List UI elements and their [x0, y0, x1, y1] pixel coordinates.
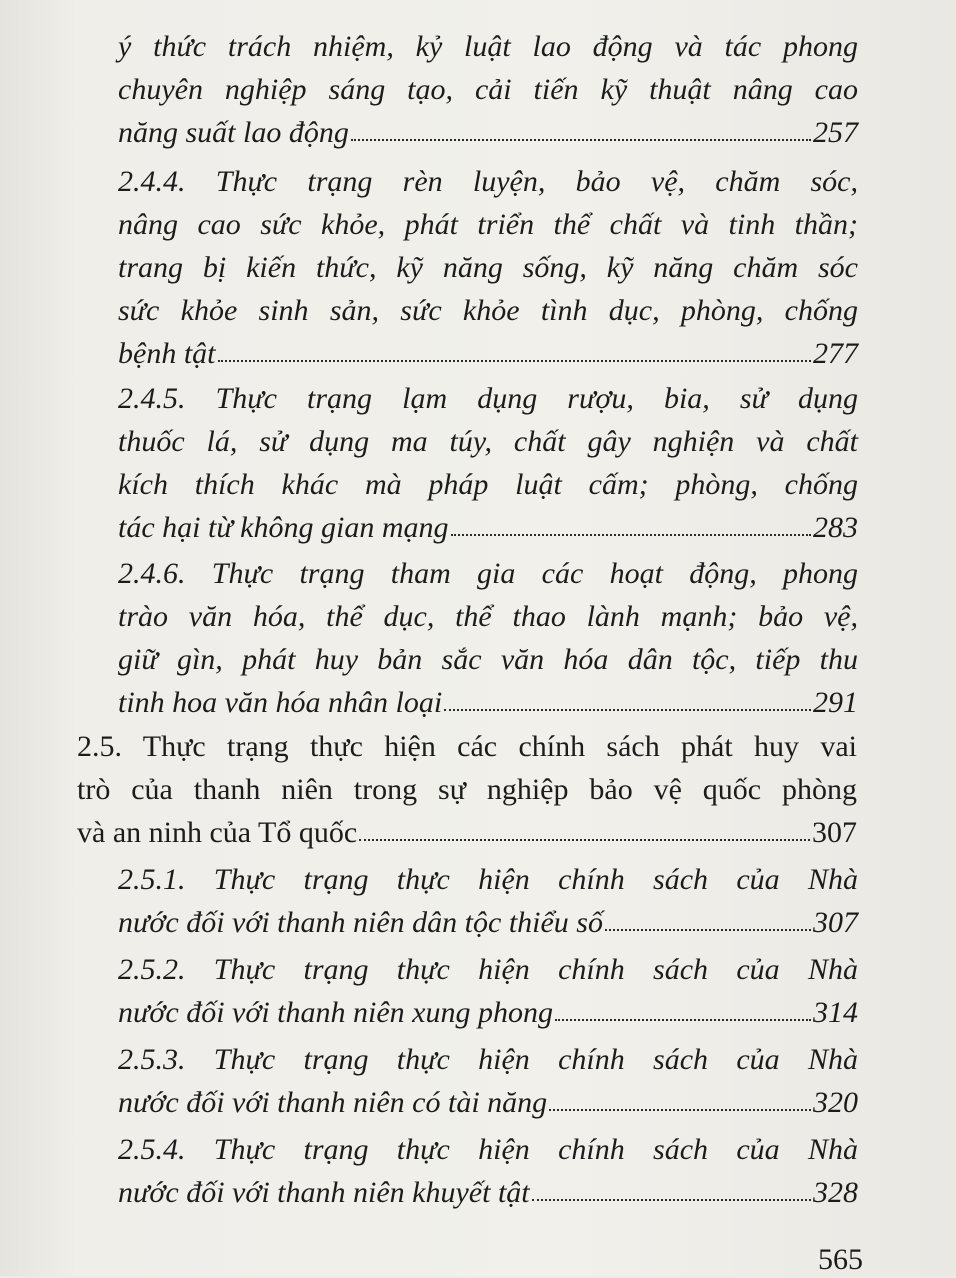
toc-last-line — [118, 506, 858, 549]
toc-entry-work-ethic — [118, 25, 858, 154]
toc-last-line — [118, 332, 858, 375]
toc-last-line — [118, 681, 858, 724]
toc-line: 2.5.1. Thực trạng thực hiện chính sách của Nhà — [118, 863, 858, 896]
toc-entry-2-4-6 — [118, 552, 858, 724]
toc-entry-2-5 — [77, 725, 857, 854]
toc-line: 2.4.5. Thực trạng lạm dụng rượu, bia, sử dụng — [118, 382, 858, 415]
toc-line: giữ gìn, phát huy bản sắc văn hóa dân tộc, tiếp thu — [118, 643, 858, 676]
toc-line: tác hại từ không gian mạng — [118, 511, 449, 544]
toc-last-line — [118, 1171, 858, 1214]
toc-line: chuyên nghiệp sáng tạo, cải tiến kỹ thuật nâng cao — [118, 73, 858, 106]
toc-page-number: 291 — [813, 686, 858, 719]
toc-line: trào văn hóa, thể dục, thể thao lành mạnh; bảo vệ, — [118, 600, 858, 633]
toc-entry-2-5-4 — [118, 1128, 858, 1214]
toc-page-number: 277 — [813, 337, 858, 370]
toc-line: 2.5.4. Thực trạng thực hiện chính sách của Nhà — [118, 1133, 858, 1166]
dot-leader — [605, 901, 811, 931]
toc-line: 2.4.4. Thực trạng rèn luyện, bảo vệ, chăm sóc, — [118, 165, 858, 198]
toc-line: ý thức trách nhiệm, kỷ luật lao động và tác phong — [118, 30, 858, 63]
toc-line: trang bị kiến thức, kỹ năng sống, kỹ năng chăm sóc — [118, 251, 858, 284]
toc-line: nước đối với thanh niên có tài năng — [118, 1086, 548, 1119]
dot-leader — [351, 111, 811, 141]
toc-page-number: 257 — [813, 116, 858, 149]
toc-line: 2.5. Thực trạng thực hiện các chính sách phát huy vai — [77, 730, 857, 763]
toc-line: 2.5.3. Thực trạng thực hiện chính sách của Nhà — [118, 1043, 858, 1076]
toc-page-number: 328 — [813, 1176, 858, 1209]
dot-leader — [555, 991, 811, 1021]
toc-line: thuốc lá, sử dụng ma túy, chất gây nghiện và chất — [118, 425, 858, 458]
toc-entry-2-4-5 — [118, 377, 858, 549]
toc-entry-2-4-4 — [118, 160, 858, 375]
toc-line: và an ninh của Tổ quốc — [77, 816, 358, 849]
toc-page-number: 307 — [812, 816, 857, 849]
dot-leader — [444, 681, 811, 711]
toc-line: bệnh tật — [118, 337, 216, 370]
toc-page-number: 307 — [813, 906, 858, 939]
toc-last-line — [118, 991, 858, 1034]
toc-entry-2-5-2 — [118, 948, 858, 1034]
toc-page-number: 314 — [813, 996, 858, 1029]
toc-page-number: 320 — [813, 1086, 858, 1119]
toc-line: tinh hoa văn hóa nhân loại — [118, 686, 443, 719]
toc-last-line — [118, 901, 858, 944]
dot-leader — [451, 506, 812, 536]
toc-line: nước đối với thanh niên dân tộc thiểu số — [118, 906, 603, 939]
toc-line: nước đối với thanh niên xung phong — [118, 996, 553, 1029]
toc-line: 2.4.6. Thực trạng tham gia các hoạt động, phong — [118, 557, 858, 590]
toc-last-line — [118, 111, 858, 154]
toc-last-line — [118, 1081, 858, 1124]
dot-leader — [359, 811, 810, 841]
toc-entry-2-5-1 — [118, 858, 858, 944]
toc-entry-2-5-3 — [118, 1038, 858, 1124]
toc-line: nước đối với thanh niên khuyết tật — [118, 1176, 530, 1209]
toc-line: nâng cao sức khỏe, phát triển thể chất và tinh thần; — [118, 208, 858, 241]
dot-leader — [218, 332, 812, 362]
toc-page-number: 283 — [813, 511, 858, 544]
dot-leader — [532, 1171, 811, 1201]
toc-last-line — [77, 811, 857, 854]
toc-line: 2.5.2. Thực trạng thực hiện chính sách của Nhà — [118, 953, 858, 986]
toc-line: trò của thanh niên trong sự nghiệp bảo vệ quốc phòng — [77, 773, 857, 806]
page-number: 565 — [818, 1243, 863, 1276]
toc-line: sức khỏe sinh sản, sức khỏe tình dục, phòng, chống — [118, 294, 858, 327]
toc-line: năng suất lao động — [118, 116, 349, 149]
dot-leader — [549, 1081, 811, 1111]
toc-line: kích thích khác mà pháp luật cấm; phòng, chống — [118, 468, 858, 501]
